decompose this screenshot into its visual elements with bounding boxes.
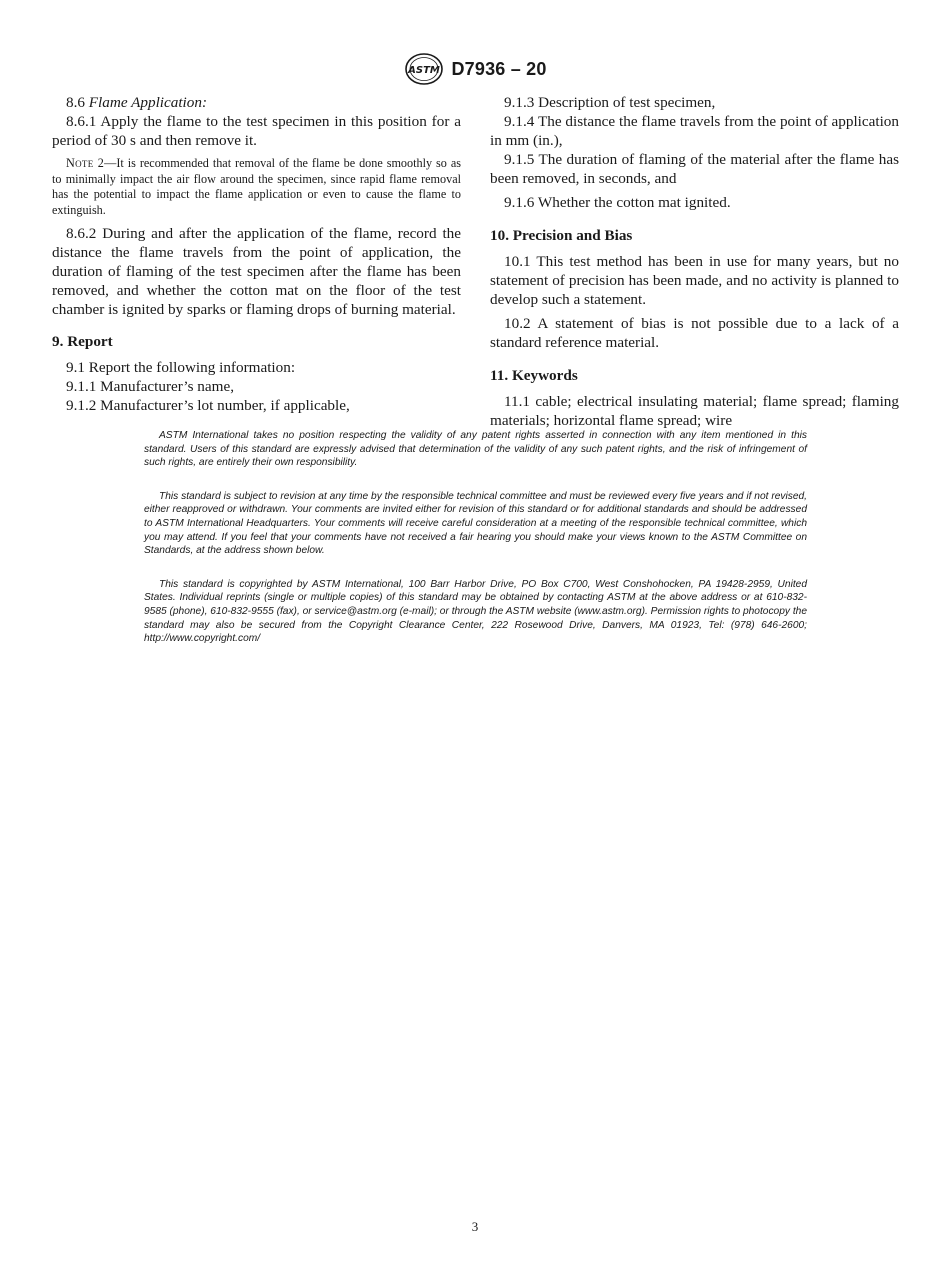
section-10-2: 10.2 A statement of bias is not possible due to a lack of a standard reference material.: [490, 315, 899, 351]
section-9-heading: 9. Report: [52, 333, 113, 350]
section-9-1-4: 9.1.4 The distance the flame travels from the point of application in mm (in.),: [490, 113, 899, 149]
copyright-notice: This standard is copyrighted by ASTM International, 100 Barr Harbor Drive, PO Box C700, West Conshohocken, PA 19428-2959, United States. Individual reprints (single or multiple copies) of this standard may be obtained by contacting ASTM at the above address or at 610-832-9585 (phone), 610-832-9555 (fax), or service@astm.org (e-mail); or through the ASTM website (www.astm.org). Permission rights to photocopy the standard may also be secured from the Copyright Clearance Center, 222 Rosewood Drive, Danvers, MA 01923, Tel: (978) 646-2600; http://www.copyright.com/: [144, 578, 807, 645]
astm-logo-icon: [403, 52, 445, 86]
right-column: [490, 93, 899, 430]
section-9-1: 9.1 Report the following information:: [66, 359, 296, 376]
page-header: [0, 52, 950, 86]
section-9-1-6: 9.1.6 Whether the cotton mat ignited.: [504, 194, 731, 211]
section-10-heading: 10. Precision and Bias: [490, 227, 633, 244]
section-9-1-3: 9.1.3 Description of test specimen,: [504, 94, 716, 111]
legal-disclaimers: [144, 429, 807, 666]
page-number: 3: [471, 1219, 479, 1234]
section-11-heading: 11. Keywords: [490, 367, 578, 384]
note-2: Note 2—It is recommended that removal of the flame be done smoothly so as to minimally impact the air flow around the specimen, since rapid flame removal has the potential to impact the flame application or even to cause the flame to extinguish.: [52, 156, 461, 217]
section-9-1-1: 9.1.1 Manufacturer’s name,: [66, 378, 234, 395]
svg-text:ASTM: ASTM: [408, 65, 441, 76]
revision-disclaimer: This standard is subject to revision at any time by the responsible technical committee and must be reviewed every five years and if not revised, either reapproved or withdrawn. Your comments are invited either for revision of this standard or for additional standards and should be addressed to ASTM International Headquarters. Your comments will receive careful consideration at a meeting of the responsible technical committee, which you may attend. If you feel that your comments have not received a fair hearing you should make your views known to the ASTM Committee on Standards, at the address shown below.: [144, 490, 807, 557]
section-8-6-2: 8.6.2 During and after the application of the flame, record the distance the flame travels from the point of application, the duration of flaming of the test specimen after the flame has been removed, and whether the cotton mat on the floor of the test chamber is ignited by sparks or flaming drops of burning material.: [52, 225, 461, 318]
patent-disclaimer: ASTM International takes no position respecting the validity of any patent rights asserted in connection with any item mentioned in this standard. Users of this standard are expressly advised that determination of the validity of any such patent rights, and the risk of infringement of such rights, are entirely their own responsibility.: [144, 430, 807, 469]
section-9-1-5: 9.1.5 The duration of flaming of the material after the flame has been removed, in seconds, and: [490, 151, 899, 187]
section-8-6: 8.6 Flame Application:: [66, 94, 208, 111]
section-11-1: 11.1 cable; electrical insulating material; flame spread; flaming materials; horizontal flame spread; wire: [490, 393, 899, 429]
standard-designation: D7936 – 20: [451, 58, 547, 79]
section-8-6-1: 8.6.1 Apply the flame to the test specimen in this position for a period of 30 s and then remove it.: [52, 113, 461, 149]
left-column: [52, 93, 461, 415]
section-9-1-2: 9.1.2 Manufacturer’s lot number, if applicable,: [66, 397, 350, 414]
section-10-1: 10.1 This test method has been in use for many years, but no statement of precision has been made, and no activity is planned to develop such a statement.: [490, 253, 899, 308]
